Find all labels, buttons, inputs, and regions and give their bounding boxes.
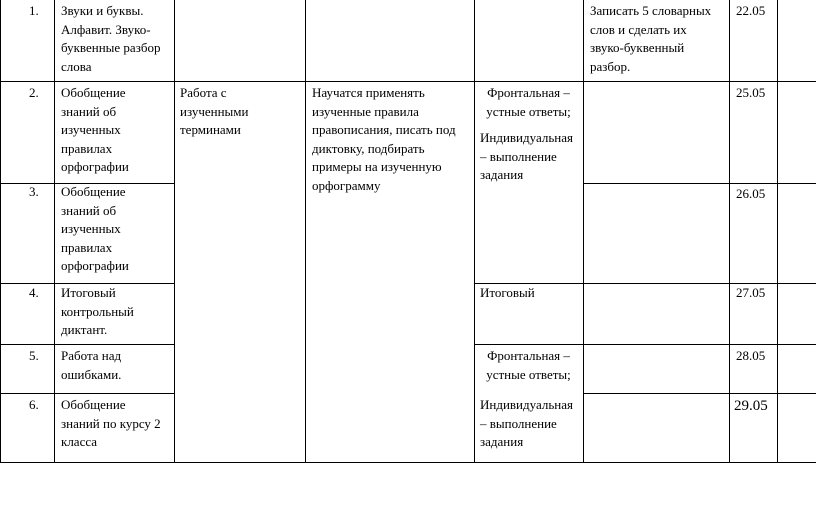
lesson-date: 29.05 <box>734 398 768 414</box>
table-border <box>0 393 175 394</box>
table-border <box>474 0 475 463</box>
lesson-date: 26.05 <box>736 186 766 201</box>
lesson-topic: Обобщение знаний по курсу 2 класса <box>61 397 161 449</box>
lesson-date: 27.05 <box>736 285 766 300</box>
control-form: Фронтальная – устные ответы; <box>486 348 571 382</box>
table-border <box>583 183 816 184</box>
row-number: 1. <box>29 3 39 18</box>
lesson-date: 22.05 <box>736 3 766 18</box>
table-border <box>583 393 816 394</box>
table-border <box>305 0 306 463</box>
table-border <box>0 81 816 82</box>
lesson-date: 25.05 <box>736 85 766 100</box>
lesson-topic: Обобщение знаний об изученных правилах орфографии <box>61 184 129 273</box>
row-number: 5. <box>29 348 39 363</box>
outcome-cell: Научатся применять изученные правила правописания, писать под диктовку, подбирать примеры на изученную орфограмму <box>312 85 456 193</box>
control-form: Индивидуальная – выполнение задания <box>480 397 573 449</box>
table-border <box>0 344 175 345</box>
lesson-topic: Обобщение знаний об изученных правилах орфографии <box>61 85 129 174</box>
terms-cell: Работа с изученными терминами <box>180 85 249 137</box>
control-form: Фронтальная – устные ответы; <box>486 85 571 119</box>
row-number: 2. <box>29 85 39 100</box>
lesson-topic: Звуки и буквы. Алфавит. Звуко- буквенные разбор слова <box>61 3 161 74</box>
control-form: Индивидуальная – выполнение задания <box>480 130 573 182</box>
row-number: 6. <box>29 397 39 412</box>
lesson-date: 28.05 <box>736 348 766 363</box>
row-number: 4. <box>29 285 39 300</box>
lesson-topic: Работа над ошибками. <box>61 348 122 382</box>
table-border <box>474 344 816 345</box>
row-number: 3. <box>29 184 39 199</box>
control-form: Итоговый <box>480 285 535 300</box>
homework: Записать 5 словарных слов и сделать их звуко-буквенный разбор. <box>590 3 712 74</box>
table-border <box>0 462 816 463</box>
lesson-topic: Итоговый контрольный диктант. <box>61 285 134 337</box>
